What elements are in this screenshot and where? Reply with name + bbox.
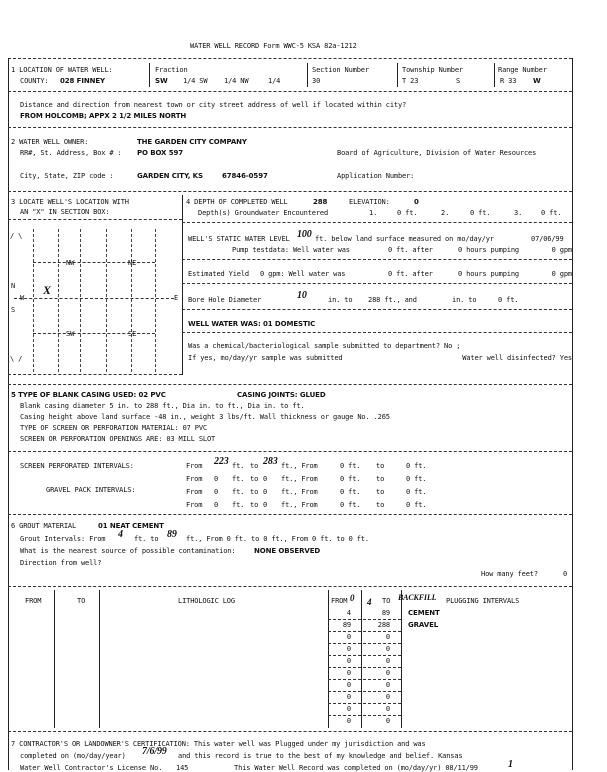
divider: [8, 127, 572, 128]
s4-label: 4 DEPTH OF COMPLETED WELL: [186, 198, 288, 206]
section-label: Section Number: [312, 66, 369, 74]
map-line: [131, 229, 132, 372]
plug-from: 0: [346, 657, 351, 665]
plug-from: 0: [346, 669, 351, 677]
grout-rest: ft., From 0 ft. to 0 ft., From 0 ft. to 0 ft.: [186, 535, 369, 543]
divider: [54, 590, 55, 728]
casing-joints: CASING JOINTS: GLUED: [237, 391, 326, 399]
pump-ft: 0 ft. after: [388, 246, 433, 254]
county-value: 028 FINNEY: [60, 77, 106, 85]
interval-a: 0: [214, 475, 219, 483]
row-divider: [328, 631, 401, 632]
bore-label: Bore Hole Diameter: [188, 296, 262, 304]
static-level-label: WELL'S STATIC WATER LEVEL: [188, 235, 290, 243]
map-line: [58, 229, 59, 372]
address-value: PO BOX 597: [137, 149, 184, 157]
divider: [8, 91, 572, 92]
static-level-date: 07/06/99: [531, 235, 564, 243]
gravel-intervals-label: GRAVEL PACK INTERVALS:: [46, 486, 136, 494]
gw-3-label: 3.: [514, 209, 523, 217]
license-value: 145: [176, 764, 189, 772]
blank-casing-diameter: Blank casing diameter 5 in. to 288 ft., Dia in. to ft., Dia in. to ft.: [20, 402, 305, 410]
plug-description: GRAVEL: [408, 621, 439, 629]
interval-ft2: ft., From: [281, 488, 318, 496]
casing-type: 5 TYPE OF BLANK CASING USED: 02 PVC: [11, 391, 166, 399]
elevation-value: 0: [414, 198, 419, 206]
groundwater-label: Depth(s) Groundwater Encountered: [198, 209, 329, 217]
divider: [182, 259, 572, 260]
bore-to-value: 288 ft., and: [368, 296, 417, 304]
map-corner-nw: / \: [10, 232, 23, 240]
plug-to: 0: [385, 657, 390, 665]
range-label: Range Number: [498, 66, 547, 74]
map-south: S: [11, 306, 16, 314]
interval-c: 0 ft.: [340, 462, 361, 470]
completed-on-date: 7/6/99: [142, 746, 167, 757]
row-divider: [328, 679, 401, 680]
interval-to2: to: [376, 475, 385, 483]
plug-to: 0: [385, 669, 390, 677]
plug-from: 0: [346, 633, 351, 641]
divider: [8, 586, 572, 587]
application-label: Application Number:: [337, 172, 415, 180]
map-north: N: [11, 282, 16, 290]
plugging-intervals-header: PLUGGING INTERVALS: [446, 597, 520, 605]
plug-to: 0: [385, 681, 390, 689]
map-west: W: [20, 294, 25, 302]
how-many-feet-value: 0: [563, 570, 568, 578]
divider: [182, 309, 572, 310]
interval-a: 0: [214, 501, 219, 509]
board-label: Board of Agriculture, Division of Water Resources: [337, 149, 537, 157]
divider: [8, 384, 572, 385]
divider: [401, 590, 402, 728]
distance-question: Distance and direction from nearest town or city street address of well if located within city?: [20, 101, 407, 109]
bore-value: 10: [297, 290, 307, 301]
bore-ft-value: 0 ft.: [498, 296, 519, 304]
map-ne: NE: [128, 259, 137, 267]
address-label: RR#, St. Address, Box # :: [20, 149, 122, 157]
gw-2-label: 2.: [441, 209, 450, 217]
plug-from: 0: [346, 717, 351, 725]
interval-to2: to: [376, 488, 385, 496]
plug-hw-backfill: BACKFILL: [398, 593, 437, 602]
divider: [182, 283, 572, 284]
interval-b: 0: [263, 501, 268, 509]
plug-to: 0: [385, 645, 390, 653]
plug-from: 0: [346, 681, 351, 689]
plug-to: 288: [377, 621, 390, 629]
screen-intervals-label: SCREEN PERFORATED INTERVALS:: [20, 462, 134, 470]
completed-on-label: completed on (mo/day/year): [20, 752, 126, 760]
township-value: T 23: [402, 77, 419, 85]
plug-from-header: FROM: [331, 597, 348, 605]
owner-value: THE GARDEN CITY COMPANY: [137, 138, 247, 146]
interval-from: From: [186, 475, 203, 483]
divider: [182, 332, 572, 333]
certification-line-1: 7 CONTRACTOR'S OR LANDOWNER'S CERTIFICATION: This water well was Plugged under my jurisdiction and was: [11, 740, 426, 748]
interval-from: From: [186, 488, 203, 496]
bore-to-label: in. to: [328, 296, 353, 304]
map-line: [33, 262, 155, 263]
map-line: [33, 333, 155, 334]
interval-ft1: ft.: [232, 462, 245, 470]
interval-d: 0 ft.: [406, 475, 427, 483]
divider: [8, 219, 182, 220]
divider: [182, 222, 572, 223]
interval-to: to: [250, 475, 259, 483]
row-divider: [328, 691, 401, 692]
interval-to: to: [250, 462, 259, 470]
range-dir: W: [533, 77, 541, 85]
divider: [8, 731, 572, 732]
distance-value: FROM HOLCOMB; APPX 2 1/2 MILES NORTH: [20, 112, 187, 120]
s1-label: 1 LOCATION OF WATER WELL:: [11, 66, 113, 74]
divider: [8, 58, 572, 59]
interval-to: to: [250, 488, 259, 496]
s3-label2: AN "X" IN SECTION BOX:: [20, 208, 110, 216]
interval-d: 0 ft.: [406, 501, 427, 509]
right-border: [572, 58, 573, 770]
map-sw: SW: [66, 330, 75, 338]
record-completed-label: This Water Well Record was completed on (mo/day/yr) 08/11/99: [234, 764, 478, 772]
interval-a: 0: [214, 488, 219, 496]
interval-ft1: ft.: [232, 475, 245, 483]
row-divider: [328, 655, 401, 656]
map-line: [155, 229, 156, 372]
zip-value: 67846-0597: [222, 172, 268, 180]
bore-in-label: in. to: [452, 296, 477, 304]
map-line: [80, 229, 81, 372]
interval-c: 0 ft.: [340, 501, 361, 509]
range-value: R 33: [500, 77, 517, 85]
interval-b: 283: [263, 456, 278, 467]
map-line: [14, 298, 174, 299]
grout-material: 01 NEAT CEMENT: [98, 522, 164, 530]
row-divider: [328, 703, 401, 704]
map-line: [106, 229, 107, 372]
interval-to: to: [250, 501, 259, 509]
interval-from: From: [186, 462, 203, 470]
static-level-value: 100: [297, 229, 312, 240]
divider: [8, 374, 182, 375]
yield-value: 0 gpm: Well water was: [260, 270, 346, 278]
plug-to: 0: [385, 717, 390, 725]
city-label: City, State, ZIP code :: [20, 172, 114, 180]
contamination-value: NONE OBSERVED: [254, 547, 321, 555]
interval-ft2: ft., From: [281, 462, 318, 470]
gw-3-value: 0 ft.: [541, 209, 562, 217]
plug-to-header: TO: [382, 597, 391, 605]
how-many-feet-label: How many feet?: [481, 570, 538, 578]
interval-d: 0 ft.: [406, 488, 427, 496]
yield-ft: 0 ft. after: [388, 270, 433, 278]
township-label: Township Number: [402, 66, 463, 74]
well-water-use: WELL WATER WAS: 01 DOMESTIC: [188, 320, 316, 328]
certification-line-2: and this record is true to the best of my knowledge and belief. Kansas: [178, 752, 463, 760]
log-from-header: FROM: [25, 597, 42, 605]
interval-d: 0 ft.: [406, 462, 427, 470]
yield-hours: 0 hours pumping: [458, 270, 519, 278]
divider: [99, 590, 100, 728]
pump-gpm: 0 gpm: [551, 246, 572, 254]
plug-to: 0: [385, 633, 390, 641]
plug-from: 0: [346, 693, 351, 701]
plug-from: 4: [346, 609, 351, 617]
screen-openings: SCREEN OR PERFORATION OPENINGS ARE: 03 MILL SLOT: [20, 435, 216, 443]
plug-hw-to: 4: [367, 597, 372, 607]
yield-label: Estimated Yield: [188, 270, 249, 278]
interval-to2: to: [376, 501, 385, 509]
chem-sample-question: Was a chemical/bacteriological sample submitted to department? No ;: [188, 342, 461, 350]
plug-description: CEMENT: [408, 609, 440, 617]
interval-ft1: ft.: [232, 501, 245, 509]
static-level-rest: ft. below land surface measured on mo/day/yr: [315, 235, 494, 243]
plug-from: 89: [342, 621, 351, 629]
s2-label: 2 WATER WELL OWNER:: [11, 138, 89, 146]
row-divider: [328, 643, 401, 644]
row-divider: [328, 715, 401, 716]
interval-c: 0 ft.: [340, 488, 361, 496]
map-corner-sw: \ /: [10, 355, 23, 363]
depth-value: 288: [313, 198, 328, 206]
well-location-mark: X: [43, 283, 51, 297]
lithologic-log-header: LITHOLOGIC LOG: [178, 597, 235, 605]
fraction-label: Fraction: [155, 66, 188, 74]
plug-hw-from: 0: [350, 593, 355, 603]
contamination-question: What is the nearest source of possible contamination:: [20, 547, 236, 555]
elevation-label: ELEVATION:: [349, 198, 390, 206]
interval-from: From: [186, 501, 203, 509]
interval-b: 0: [263, 488, 268, 496]
divider: [8, 514, 572, 515]
disinfected-label: Water well disinfected? Yes: [462, 354, 572, 362]
interval-ft2: ft., From: [281, 501, 318, 509]
fraction-2: 1/4 SW: [183, 77, 208, 85]
fraction-1: SW: [155, 77, 168, 85]
fraction-4: 1/4: [268, 77, 281, 85]
casing-height: Casing height above land surface -48 in., weight 3 lbs/ft. Wall thickness or gauge No. .265: [20, 413, 390, 421]
divider: [8, 451, 572, 452]
city-value: GARDEN CITY, KS: [137, 172, 203, 180]
divider: [397, 63, 398, 87]
gw-1-label: 1.: [369, 209, 378, 217]
grout-intervals-label: Grout Intervals: From: [20, 535, 106, 543]
plug-to: 0: [385, 693, 390, 701]
gw-1-value: 0 ft.: [397, 209, 418, 217]
form-title: WATER WELL RECORD Form WWC-5 KSA 82a-1212: [190, 42, 357, 50]
plug-to: 89: [381, 609, 390, 617]
fraction-3: 1/4 NW: [224, 77, 249, 85]
county-label: COUNTY:: [20, 77, 49, 85]
direction-label: Direction from well?: [20, 559, 102, 567]
map-east: E: [174, 294, 179, 302]
plug-from: 0: [346, 645, 351, 653]
grout-label: 6 GROUT MATERIAL: [11, 522, 77, 530]
sample-date-label: If yes, mo/day/yr sample was submitted: [188, 354, 343, 362]
divider: [494, 63, 495, 87]
grout-from: 4: [118, 529, 123, 540]
pump-test-label: Pump testdata: Well water was: [232, 246, 350, 254]
interval-to2: to: [376, 462, 385, 470]
interval-ft2: ft., From: [281, 475, 318, 483]
interval-b: 0: [263, 475, 268, 483]
grout-to: 89: [167, 529, 177, 540]
s3-label: 3 LOCATE WELL'S LOCATION WITH: [11, 198, 129, 206]
grout-to-label: ft. to: [134, 535, 159, 543]
township-dir: S: [456, 77, 461, 85]
pump-hours: 0 hours pumping: [458, 246, 519, 254]
interval-a: 223: [214, 456, 229, 467]
interval-c: 0 ft.: [340, 475, 361, 483]
gw-2-value: 0 ft.: [470, 209, 491, 217]
left-border: [8, 58, 9, 770]
screen-material: TYPE OF SCREEN OR PERFORATION MATERIAL: 07 PVC: [20, 424, 207, 432]
section-value: 30: [312, 77, 321, 85]
plug-from: 0: [346, 705, 351, 713]
map-se: SE: [128, 330, 137, 338]
divider: [8, 191, 572, 192]
record-completed-mark: 1: [508, 759, 513, 770]
interval-ft1: ft.: [232, 488, 245, 496]
license-label: Water Well Contractor's License No.: [20, 764, 163, 772]
row-divider: [328, 667, 401, 668]
map-line: [33, 229, 34, 372]
yield-gpm: 0 gpm: [551, 270, 572, 278]
divider: [149, 63, 150, 87]
log-to-header: TO: [77, 597, 86, 605]
map-nw: NW: [66, 259, 75, 267]
divider: [307, 63, 308, 87]
plug-to: 0: [385, 705, 390, 713]
row-divider: [328, 619, 401, 620]
